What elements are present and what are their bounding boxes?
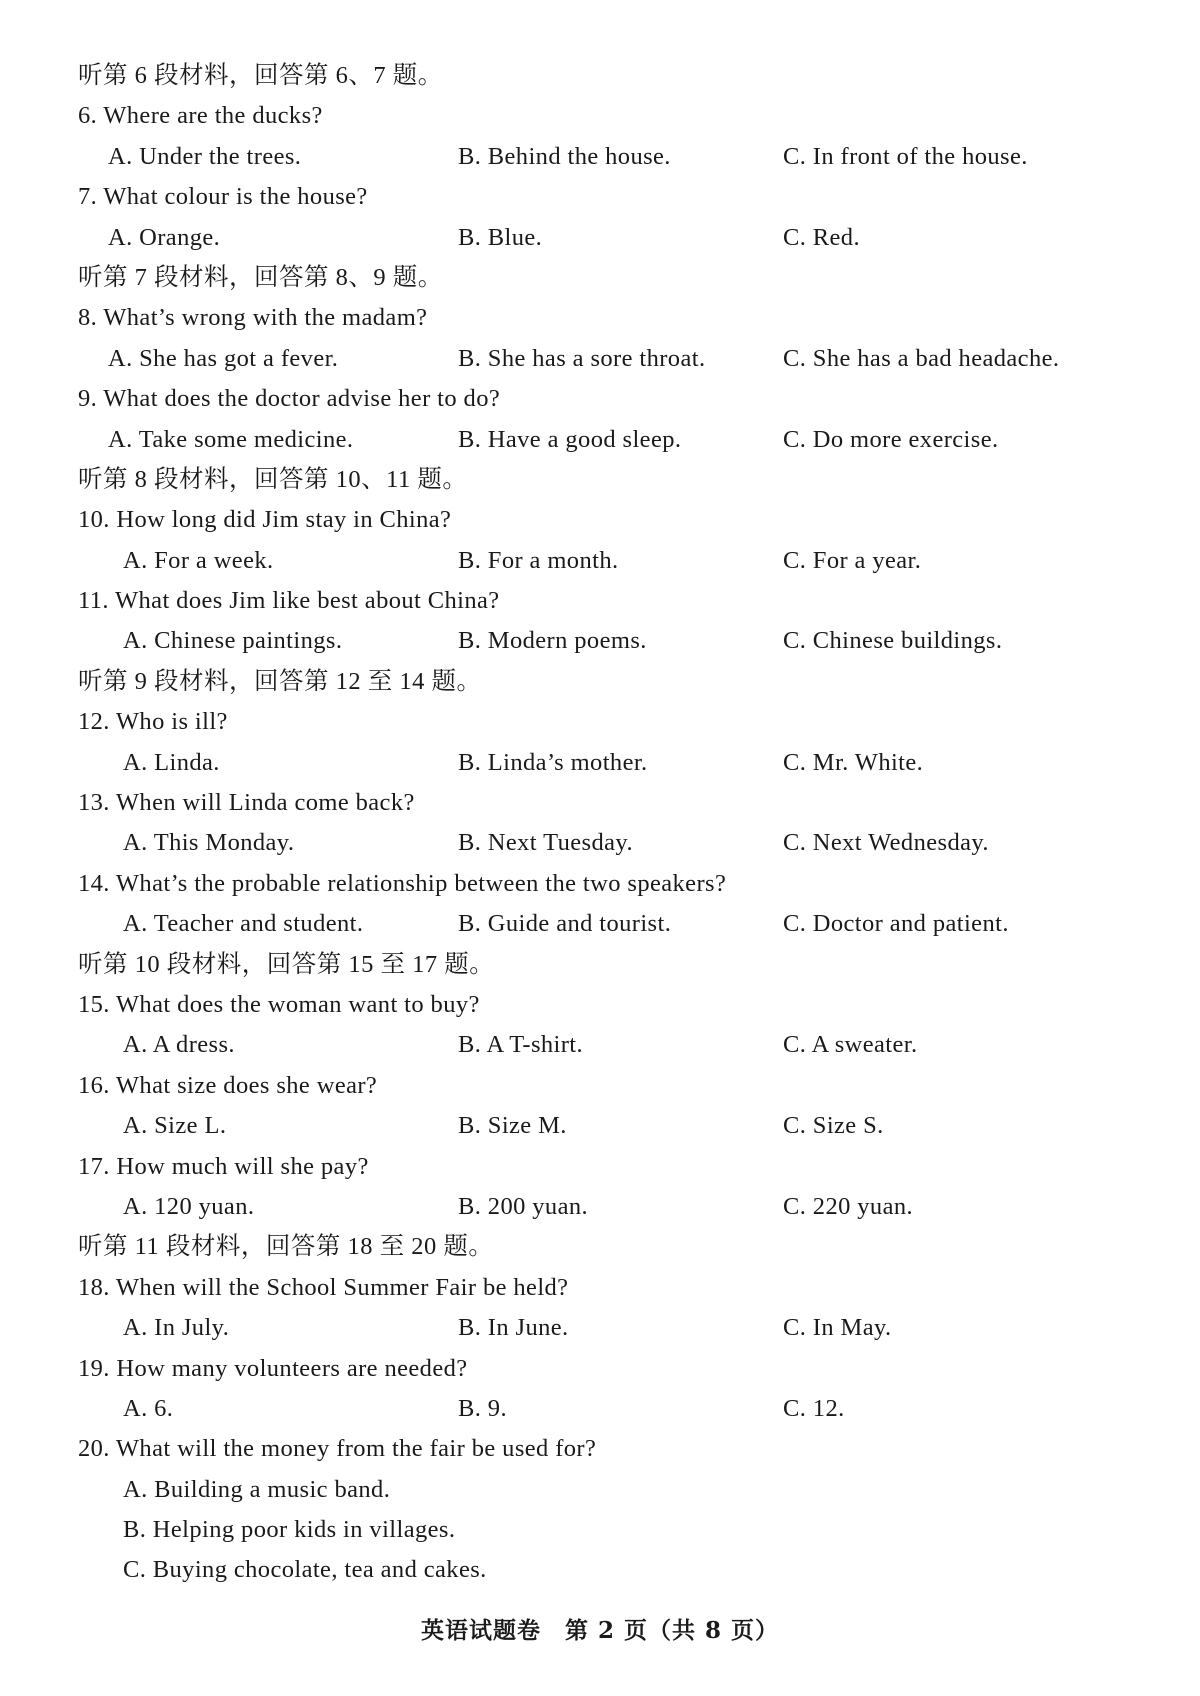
option-c: C. In May. <box>783 1314 892 1342</box>
question-text: 8. What’s wrong with the madam? <box>78 304 428 332</box>
answer-options-row <box>78 823 1138 863</box>
question-text: 11. What does Jim like best about China? <box>78 587 500 615</box>
question-text: 12. Who is ill? <box>78 708 228 736</box>
answer-options-row <box>78 1308 1138 1348</box>
option-a: A. 6. <box>123 1394 174 1422</box>
answer-option: A. Building a music band. <box>123 1475 391 1503</box>
option-a: A. 120 yuan. <box>123 1192 255 1220</box>
option-b: B. For a month. <box>458 546 619 574</box>
option-c: C. For a year. <box>783 546 922 574</box>
option-c: C. A sweater. <box>783 1031 918 1059</box>
section-heading: 听第 11 段材料，回答第 18 至 20 题。 <box>78 1233 494 1261</box>
answer-options-row <box>78 904 1138 944</box>
option-a: A. Linda. <box>123 748 220 776</box>
question-text: 9. What does the doctor advise her to do? <box>78 385 501 413</box>
option-b: B. Guide and tourist. <box>458 910 672 938</box>
option-b: B. Modern poems. <box>458 627 647 655</box>
option-b: B. Blue. <box>458 223 543 251</box>
option-a: A. Teacher and student. <box>123 910 364 938</box>
option-b: B. Have a good sleep. <box>458 425 682 453</box>
option-c: C. Doctor and patient. <box>783 910 1009 938</box>
option-c: C. Do more exercise. <box>783 425 999 453</box>
option-c: C. Chinese buildings. <box>783 627 1003 655</box>
option-c: C. She has a bad headache. <box>783 344 1060 372</box>
option-a: A. She has got a fever. <box>108 344 339 372</box>
question-text: 14. What’s the probable relationship between the two speakers? <box>78 869 727 897</box>
section-heading: 听第 9 段材料，回答第 12 至 14 题。 <box>78 667 482 695</box>
answer-options-row <box>78 743 1138 783</box>
option-a: A. For a week. <box>123 546 274 574</box>
exam-page-content <box>78 56 1138 1591</box>
answer-options-row <box>78 1025 1138 1065</box>
option-c: C. Size S. <box>783 1112 884 1140</box>
option-b: B. 9. <box>458 1394 507 1422</box>
option-c: C. Mr. White. <box>783 748 924 776</box>
answer-options-row <box>78 1187 1138 1227</box>
question-text: 13. When will Linda come back? <box>78 789 415 817</box>
question-text: 19. How many volunteers are needed? <box>78 1354 468 1382</box>
section-heading: 听第 10 段材料，回答第 15 至 17 题。 <box>78 950 495 978</box>
option-b: B. Behind the house. <box>458 142 671 170</box>
section-heading: 听第 6 段材料，回答第 6、7 题。 <box>78 62 443 89</box>
question-text: 10. How long did Jim stay in China? <box>78 506 452 534</box>
option-c: C. Red. <box>783 223 860 251</box>
answer-options-row <box>78 420 1138 460</box>
option-c: C. In front of the house. <box>783 142 1028 170</box>
answer-options-row <box>78 541 1138 581</box>
question-text: 17. How much will she pay? <box>78 1152 369 1180</box>
section-heading: 听第 7 段材料，回答第 8、9 题。 <box>78 263 443 291</box>
option-c: C. Next Wednesday. <box>783 829 989 857</box>
question-text: 20. What will the money from the fair be used for? <box>78 1435 597 1463</box>
answer-option: B. Helping poor kids in villages. <box>123 1516 456 1544</box>
option-b: B. Size M. <box>458 1112 567 1140</box>
answer-options-row <box>78 1106 1138 1146</box>
option-a: A. A dress. <box>123 1031 235 1059</box>
section-heading: 听第 8 段材料，回答第 10、11 题。 <box>78 465 468 493</box>
option-c: C. 12. <box>783 1394 845 1422</box>
option-b: B. Linda’s mother. <box>458 748 648 776</box>
option-a: A. Take some medicine. <box>108 425 354 453</box>
option-a: A. In July. <box>123 1314 230 1342</box>
question-text: 16. What size does she wear? <box>78 1071 378 1099</box>
answer-options-row <box>78 621 1138 661</box>
answer-options-row <box>78 1389 1138 1429</box>
question-text: 15. What does the woman want to buy? <box>78 990 480 1018</box>
option-c: C. 220 yuan. <box>783 1192 914 1220</box>
option-a: A. Under the trees. <box>108 142 302 170</box>
option-b: B. Next Tuesday. <box>458 829 633 857</box>
option-a: A. Size L. <box>123 1112 227 1140</box>
option-b: B. In June. <box>458 1314 569 1342</box>
answer-option: C. Buying chocolate, tea and cakes. <box>123 1556 487 1584</box>
answer-options-row <box>78 339 1138 379</box>
option-b: B. She has a sore throat. <box>458 344 706 372</box>
answer-options-row <box>78 137 1138 177</box>
option-b: B. A T-shirt. <box>458 1031 584 1059</box>
answer-options-row <box>78 218 1138 258</box>
option-a: A. This Monday. <box>123 829 295 857</box>
option-a: A. Chinese paintings. <box>123 627 343 655</box>
page-footer: 英语试题卷 第 2 页（共 8 页） <box>420 1617 780 1644</box>
question-text: 7. What colour is the house? <box>78 183 368 211</box>
option-b: B. 200 yuan. <box>458 1192 589 1220</box>
question-text: 18. When will the School Summer Fair be held? <box>78 1273 569 1301</box>
question-text: 6. Where are the ducks? <box>78 102 323 130</box>
option-a: A. Orange. <box>108 223 221 251</box>
